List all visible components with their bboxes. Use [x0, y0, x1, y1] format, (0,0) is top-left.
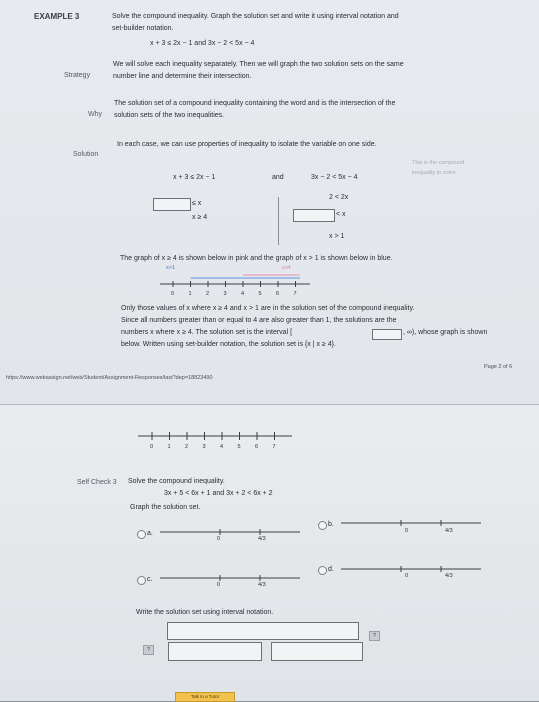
right-step-2: < x	[336, 211, 346, 218]
column-divider	[278, 197, 279, 245]
hint-button-right[interactable]: ?	[369, 631, 380, 641]
example-label: EXAMPLE 3	[34, 12, 80, 21]
example-instruction: Solve the compound inequality. Graph the solution set and write it using interval notation and	[112, 13, 399, 20]
strategy-text-1: We will solve each inequality separately. Then we will graph the two solution sets on the same	[113, 61, 404, 68]
option-d-label: d.	[328, 566, 334, 573]
example-tick-label: 3	[223, 291, 227, 297]
left-step-answer-box[interactable]	[153, 198, 191, 211]
interval-prompt: Write the solution set using interval notation.	[136, 609, 274, 616]
self-check-label: Self Check 3	[77, 479, 117, 486]
interval-answer-box[interactable]	[372, 329, 402, 340]
page-url: https://www.webassign.net/web/Student/Assignment-Responses/last?dep=18823490	[6, 375, 213, 381]
answer-tick-label: 1	[167, 444, 171, 450]
example-tick-label: 4	[241, 291, 245, 297]
right-step-answer-box[interactable]	[293, 209, 335, 222]
left-inequality: x + 3 ≤ 2x − 1	[173, 174, 216, 181]
solution-text: In each case, we can use properties of inequality to isolate the variable on one side.	[117, 141, 377, 148]
option-a-tick-1: 4/3	[258, 536, 266, 542]
left-result: x ≥ 4	[192, 214, 208, 221]
option-b-label: b.	[328, 521, 334, 528]
option-c-label: c.	[147, 576, 153, 583]
right-step-1: 2 < 2x	[329, 194, 349, 201]
lower-bound-field[interactable]	[168, 642, 262, 661]
solution-paragraph-2: Since all numbers greater than or equal to 4 are also greater than 1, the solutions are the	[121, 317, 397, 324]
page-number: Page 2 of 6	[484, 364, 513, 370]
solution-paragraph-3b: , ∞), whose graph is shown	[403, 329, 488, 336]
option-c-tick-1: 4/3	[258, 582, 266, 588]
example-tick-label: 5	[258, 291, 262, 297]
example-tick-label: 0	[171, 291, 175, 297]
self-check-instruction: Solve the compound inequality.	[128, 478, 225, 485]
answer-tick-label: 3	[202, 444, 206, 450]
and-word: and	[272, 174, 284, 181]
option-a-label: a.	[147, 530, 153, 537]
option-d-tick-1: 4/3	[445, 573, 453, 579]
answer-tick-label: 0	[150, 444, 154, 450]
solution-paragraph-4: below. Written using set-builder notation, the solution set is {x | x ≥ 4}.	[121, 341, 336, 348]
strategy-label: Strategy	[64, 72, 91, 79]
right-inequality: 3x − 2 < 5x − 4	[311, 174, 358, 181]
talk-to-tutor-button[interactable]: Talk to a Tutor	[175, 692, 235, 702]
left-step: ≤ x	[192, 200, 202, 207]
upper-bound-field[interactable]	[271, 642, 363, 661]
answer-tick-label: 4	[220, 444, 224, 450]
option-b-tick-0: 0	[405, 528, 409, 534]
option-d-tick-0: 0	[405, 573, 409, 579]
solution-paragraph-1: Only those values of x where x ≥ 4 and x > 1 are in the solution set of the compound inequality.	[121, 305, 415, 312]
option-a-tick-0: 0	[217, 536, 221, 542]
answer-tick-label: 5	[237, 444, 241, 450]
example-instruction-cont: set-builder notation.	[112, 25, 174, 32]
worksheet-page-2	[0, 404, 539, 701]
why-text-2: solution sets of the two inequalities.	[114, 112, 225, 119]
solution-paragraph-3a: numbers x where x ≥ 4. The solution set is the interval [	[121, 329, 293, 336]
hint-button-left[interactable]: ?	[143, 645, 154, 655]
interval-answer-field[interactable]	[167, 622, 359, 640]
option-a-radio[interactable]	[137, 530, 146, 539]
why-text-1: The solution set of a compound inequality containing the word and is the intersection of the	[114, 100, 396, 107]
pink-graph-label: x≥4	[282, 265, 291, 271]
right-result: x > 1	[329, 233, 345, 240]
option-c-radio[interactable]	[137, 576, 146, 585]
blue-graph-label: x>1	[166, 265, 176, 271]
example-problem: x + 3 ≤ 2x − 1 and 3x − 2 < 5x − 4	[150, 40, 255, 47]
solution-label: Solution	[73, 151, 99, 158]
answer-tick-label: 7	[272, 444, 276, 450]
strategy-text-2: number line and determine their intersection.	[113, 73, 252, 80]
example-tick-label: 1	[188, 291, 192, 297]
example-tick-label: 6	[276, 291, 280, 297]
graph-prompt: Graph the solution set.	[130, 504, 201, 511]
answer-tick-label: 2	[185, 444, 189, 450]
option-d-radio[interactable]	[318, 566, 327, 575]
self-check-problem: 3x + 5 < 6x + 1 and 3x + 2 < 6x + 2	[164, 490, 273, 497]
option-c-tick-0: 0	[217, 582, 221, 588]
example-tick-label: 2	[206, 291, 210, 297]
option-b-tick-1: 4/3	[445, 528, 453, 534]
graph-explanation: The graph of x ≥ 4 is shown below in pink and the graph of x > 1 is shown below in blue.	[120, 255, 393, 262]
example-tick-label: 7	[293, 291, 297, 297]
answer-tick-label: 6	[255, 444, 259, 450]
why-label: Why	[88, 111, 102, 118]
side-note-1: This is the compound	[412, 160, 465, 166]
side-note-2: inequality to solve.	[412, 170, 458, 176]
option-b-radio[interactable]	[318, 521, 327, 530]
